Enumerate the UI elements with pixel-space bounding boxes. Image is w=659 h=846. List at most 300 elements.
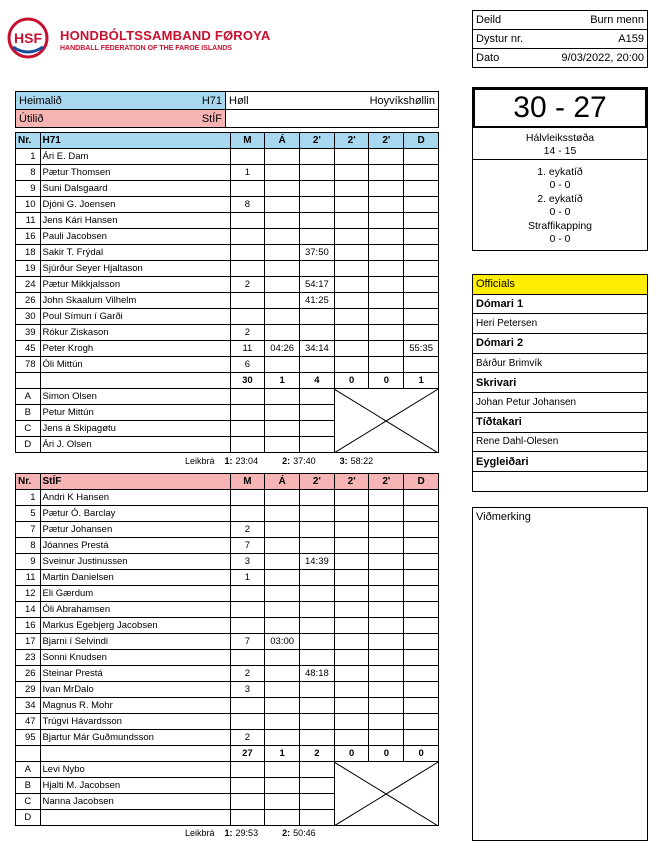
supervisor-name: [473, 471, 648, 491]
official-code: D: [16, 810, 41, 826]
player-number: 11: [16, 213, 41, 229]
total-m: 27: [230, 746, 265, 762]
player-stat-a: [265, 698, 300, 714]
player-stat-t3: [369, 165, 404, 181]
player-row: [16, 357, 439, 373]
player-stat-d: [404, 650, 439, 666]
player-stat-d: [404, 309, 439, 325]
timeout-label: Leikbrá: [185, 828, 215, 838]
col-header: 2': [369, 474, 404, 490]
player-stat-d: [404, 714, 439, 730]
col-header: D: [404, 474, 439, 490]
official-stat: [300, 437, 335, 453]
player-number: 8: [16, 165, 41, 181]
player-name: Pætur Ó. Barclay: [40, 506, 230, 522]
player-name: Peter Krogh: [40, 341, 230, 357]
total-t3: 0: [369, 746, 404, 762]
player-stat-t3: [369, 586, 404, 602]
player-name: Pætur Thomsen: [40, 165, 230, 181]
player-stat-t2: [334, 730, 369, 746]
player-stat-m: 2: [230, 522, 265, 538]
col-header-nr: Nr.: [16, 133, 41, 149]
home-code: H71: [201, 94, 222, 107]
player-row: [16, 293, 439, 309]
player-stat-t3: [369, 522, 404, 538]
player-number: 78: [16, 357, 41, 373]
home-timeouts: [185, 456, 373, 466]
player-stat-t3: [369, 602, 404, 618]
player-name: Sakir T. Frýdal: [40, 245, 230, 261]
player-row: [16, 309, 439, 325]
player-row: [16, 197, 439, 213]
info-label: Deild: [473, 11, 539, 30]
officials-title: Officials: [473, 275, 648, 295]
teams-header: [15, 91, 439, 128]
info-value: Burn menn: [538, 11, 647, 30]
player-stat-t3: [369, 666, 404, 682]
player-row: [16, 213, 439, 229]
away-timeouts: [185, 828, 316, 838]
player-name: Pætur Johansen: [40, 522, 230, 538]
player-row: [16, 341, 439, 357]
info-row-date: [473, 49, 648, 68]
player-name: Rókur Ziskason: [40, 325, 230, 341]
player-stat-t3: [369, 506, 404, 522]
org-subtitle: HANDBALL FEDERATION OF THE FAROE ISLANDS: [60, 45, 233, 52]
player-stat-m: [230, 618, 265, 634]
player-name: Andri K Hansen: [40, 490, 230, 506]
officials-panel: [472, 274, 648, 492]
player-number: 30: [16, 309, 41, 325]
player-stat-m: [230, 149, 265, 165]
player-number: 5: [16, 506, 41, 522]
player-stat-d: [404, 261, 439, 277]
player-stat-m: 2: [230, 730, 265, 746]
official-stat: [230, 437, 265, 453]
player-row: [16, 325, 439, 341]
total-d: 0: [404, 746, 439, 762]
player-stat-a: [265, 229, 300, 245]
player-stat-m: 3: [230, 682, 265, 698]
away-label: Útilið: [19, 112, 44, 125]
totals-blank: [40, 373, 230, 389]
official-name: Hjalti M. Jacobsen: [40, 778, 230, 794]
official-code: B: [16, 778, 41, 794]
totals-blank: [16, 746, 41, 762]
player-stat-t3: [369, 490, 404, 506]
player-stat-m: 1: [230, 165, 265, 181]
official-name: Ári J. Olsen: [40, 437, 230, 453]
player-row: [16, 618, 439, 634]
player-stat-d: [404, 602, 439, 618]
total-a: 1: [265, 373, 300, 389]
player-stat-t2: [334, 213, 369, 229]
player-stat-t1: [300, 650, 335, 666]
player-number: 1: [16, 490, 41, 506]
referee-1-label: Dómari 1: [473, 294, 648, 314]
player-row: [16, 602, 439, 618]
player-number: 10: [16, 197, 41, 213]
player-stat-a: [265, 570, 300, 586]
player-stat-d: [404, 229, 439, 245]
player-stat-t2: [334, 357, 369, 373]
player-stat-t1: 41:25: [300, 293, 335, 309]
player-name: Bjartur Már Guðmundsson: [40, 730, 230, 746]
official-code: D: [16, 437, 41, 453]
player-stat-t1: [300, 197, 335, 213]
player-stat-t1: [300, 730, 335, 746]
player-stat-t1: [300, 618, 335, 634]
player-stat-t1: [300, 602, 335, 618]
player-name: Ári E. Dam: [40, 149, 230, 165]
timeout-time: 50:46: [293, 828, 316, 838]
player-stat-a: [265, 618, 300, 634]
col-header: 2': [300, 133, 335, 149]
player-number: 17: [16, 634, 41, 650]
player-stat-t3: [369, 213, 404, 229]
player-stat-t2: [334, 650, 369, 666]
player-name: Trúgvi Hávardsson: [40, 714, 230, 730]
player-name: Poul Símun í Garði: [40, 309, 230, 325]
player-stat-t1: [300, 682, 335, 698]
crossed-cells-mark: [334, 389, 438, 453]
player-stat-t3: [369, 149, 404, 165]
player-stat-t3: [369, 325, 404, 341]
total-t1: 4: [300, 373, 335, 389]
player-stat-d: [404, 149, 439, 165]
player-row: [16, 490, 439, 506]
player-stat-a: [265, 213, 300, 229]
player-stat-t1: [300, 149, 335, 165]
player-stat-t2: [334, 149, 369, 165]
player-number: 7: [16, 522, 41, 538]
home-label: Heimalið: [19, 94, 62, 107]
extra-time-1-score: 0 - 0: [549, 179, 571, 191]
player-stat-a: [265, 586, 300, 602]
home-team-cell: [16, 92, 226, 110]
player-stat-m: [230, 714, 265, 730]
player-row: [16, 554, 439, 570]
player-number: 16: [16, 618, 41, 634]
player-stat-d: [404, 570, 439, 586]
player-row: [16, 730, 439, 746]
svg-text:HSF: HSF: [14, 30, 42, 46]
player-number: 14: [16, 602, 41, 618]
total-t1: 2: [300, 746, 335, 762]
player-stat-t1: [300, 490, 335, 506]
player-stat-d: [404, 698, 439, 714]
player-stat-d: [404, 682, 439, 698]
official-code: A: [16, 762, 41, 778]
empty-cell: [226, 110, 439, 128]
col-header-team: H71: [40, 133, 230, 149]
official-stat: [300, 389, 335, 405]
official-stat: [300, 778, 335, 794]
penalties-label: Straffikapping: [527, 220, 592, 232]
referee-2-name: Bárður Brimvík: [473, 353, 648, 373]
official-stat: [265, 778, 300, 794]
hall-label: Høll: [226, 92, 283, 110]
player-row: [16, 714, 439, 730]
player-stat-m: 2: [230, 277, 265, 293]
player-number: 47: [16, 714, 41, 730]
official-stat: [265, 421, 300, 437]
timeout-time: 23:04: [235, 456, 259, 466]
player-stat-d: [404, 490, 439, 506]
player-stat-a: 03:00: [265, 634, 300, 650]
org-name: HONDBÓLTSSAMBAND FØROYA: [60, 28, 271, 43]
player-stat-m: [230, 229, 265, 245]
player-stat-m: 7: [230, 634, 265, 650]
player-stat-a: [265, 245, 300, 261]
timeout-time: 29:53: [235, 828, 259, 838]
timeout-number: 2:: [282, 828, 291, 838]
penalties-score: 0 - 0: [549, 233, 571, 245]
player-number: 11: [16, 570, 41, 586]
player-stat-a: [265, 650, 300, 666]
info-label: Dato: [473, 49, 539, 68]
player-stat-a: [265, 666, 300, 682]
total-t2: 0: [334, 746, 369, 762]
player-row: [16, 261, 439, 277]
player-stat-m: [230, 293, 265, 309]
player-row: [16, 181, 439, 197]
player-stat-d: [404, 165, 439, 181]
roster-header-row: [16, 474, 439, 490]
official-name: Nanna Jacobsen: [40, 794, 230, 810]
official-code: B: [16, 405, 41, 421]
hall-name: Hoyvíkshøllin: [282, 92, 438, 110]
official-stat: [230, 762, 265, 778]
col-header-team: StÍF: [40, 474, 230, 490]
official-code: C: [16, 421, 41, 437]
official-stat: [265, 794, 300, 810]
player-stat-t1: [300, 522, 335, 538]
player-name: Sjúrður Seyer Hjaltason: [40, 261, 230, 277]
crossed-cells-mark: [334, 762, 438, 826]
player-stat-t3: [369, 538, 404, 554]
player-stat-t1: [300, 586, 335, 602]
player-stat-t3: [369, 698, 404, 714]
player-stat-d: [404, 197, 439, 213]
col-header: D: [404, 133, 439, 149]
player-stat-t1: [300, 357, 335, 373]
player-stat-m: 2: [230, 666, 265, 682]
player-stat-t1: 37:50: [300, 245, 335, 261]
player-stat-t1: [300, 538, 335, 554]
player-stat-t2: [334, 538, 369, 554]
official-stat: [300, 794, 335, 810]
info-row-match-number: [473, 30, 648, 49]
player-stat-t3: [369, 197, 404, 213]
player-stat-a: [265, 730, 300, 746]
player-stat-t2: [334, 602, 369, 618]
player-stat-d: [404, 213, 439, 229]
official-stat: [230, 794, 265, 810]
player-stat-d: [404, 554, 439, 570]
player-name: Eli Gærdum: [40, 586, 230, 602]
player-stat-t1: [300, 698, 335, 714]
player-stat-d: [404, 618, 439, 634]
official-stat: [230, 810, 265, 826]
official-stat: [230, 389, 265, 405]
player-stat-t3: [369, 634, 404, 650]
player-name: Markus Egebjerg Jacobsen: [40, 618, 230, 634]
player-stat-d: [404, 181, 439, 197]
player-stat-d: [404, 522, 439, 538]
info-value: 9/03/2022, 20:00: [538, 49, 647, 68]
player-name: Pauli Jacobsen: [40, 229, 230, 245]
player-name: Bjarni í Selvindi: [40, 634, 230, 650]
info-value: A159: [538, 30, 647, 49]
player-row: [16, 538, 439, 554]
extra-time-1-label: 1. eykatíð: [537, 166, 583, 178]
supervisor-label: Eygleiðari: [473, 452, 648, 472]
player-stat-t2: [334, 277, 369, 293]
referee-1-name: Heri Petersen: [473, 314, 648, 334]
official-stat: [265, 389, 300, 405]
player-number: 95: [16, 730, 41, 746]
total-a: 1: [265, 746, 300, 762]
player-stat-t2: [334, 506, 369, 522]
player-row: [16, 506, 439, 522]
timeout-label: Leikbrá: [185, 456, 215, 466]
timekeeper-name: Rene Dahl-Olesen: [473, 432, 648, 452]
player-stat-d: [404, 325, 439, 341]
player-stat-a: [265, 165, 300, 181]
timeout-number: 3:: [339, 456, 348, 466]
player-row: [16, 277, 439, 293]
player-stat-t3: [369, 293, 404, 309]
player-stat-m: 8: [230, 197, 265, 213]
player-name: Pætur Mikkjalsson: [40, 277, 230, 293]
player-stat-t1: [300, 181, 335, 197]
player-number: 34: [16, 698, 41, 714]
player-stat-d: [404, 730, 439, 746]
player-row: [16, 698, 439, 714]
player-stat-a: [265, 261, 300, 277]
player-stat-t3: [369, 277, 404, 293]
official-stat: [265, 810, 300, 826]
player-stat-t3: [369, 650, 404, 666]
official-stat: [300, 405, 335, 421]
player-stat-a: [265, 149, 300, 165]
official-name: Jens á Skipagøtu: [40, 421, 230, 437]
scorer-name: Johan Petur Johansen: [473, 393, 648, 413]
timekeeper-label: Tíðtakari: [473, 412, 648, 432]
official-name: Levi Nybo: [40, 762, 230, 778]
player-row: [16, 650, 439, 666]
player-stat-t2: [334, 618, 369, 634]
player-stat-a: [265, 554, 300, 570]
player-stat-t1: [300, 634, 335, 650]
roster-header-row: [16, 133, 439, 149]
final-score: 30 - 27: [473, 88, 647, 128]
official-stat: [265, 437, 300, 453]
col-header: 2': [369, 133, 404, 149]
player-stat-d: [404, 634, 439, 650]
player-number: 8: [16, 538, 41, 554]
player-number: 19: [16, 261, 41, 277]
player-stat-t3: [369, 245, 404, 261]
player-stat-d: [404, 506, 439, 522]
player-stat-a: [265, 293, 300, 309]
player-number: 16: [16, 229, 41, 245]
remarks-box: [472, 507, 648, 841]
timeout-number: 1:: [224, 456, 233, 466]
player-stat-d: [404, 357, 439, 373]
player-stat-t2: [334, 309, 369, 325]
timeout-time: 58:22: [350, 456, 374, 466]
player-stat-m: [230, 245, 265, 261]
player-row: [16, 165, 439, 181]
player-stat-t3: [369, 181, 404, 197]
totals-blank: [16, 373, 41, 389]
player-stat-a: [265, 181, 300, 197]
player-stat-t1: 48:18: [300, 666, 335, 682]
player-row: [16, 570, 439, 586]
player-stat-a: [265, 714, 300, 730]
player-stat-m: [230, 181, 265, 197]
away-code: StÍF: [201, 112, 222, 125]
player-stat-t1: [300, 570, 335, 586]
player-name: Djóni G. Joensen: [40, 197, 230, 213]
player-stat-m: [230, 650, 265, 666]
player-number: 26: [16, 293, 41, 309]
player-name: Suni Dalsgaard: [40, 181, 230, 197]
official-stat: [230, 778, 265, 794]
timeout-time: 37:40: [293, 456, 316, 466]
player-stat-t2: [334, 714, 369, 730]
player-stat-m: 7: [230, 538, 265, 554]
player-stat-m: [230, 506, 265, 522]
official-name: [40, 810, 230, 826]
player-stat-t2: [334, 570, 369, 586]
player-stat-d: [404, 293, 439, 309]
player-stat-d: [404, 538, 439, 554]
player-name: Jens Kári Hansen: [40, 213, 230, 229]
player-stat-t1: [300, 165, 335, 181]
player-stat-t2: [334, 666, 369, 682]
extra-time-2-score: 0 - 0: [549, 206, 571, 218]
remarks-label: Viðmerking: [476, 511, 531, 523]
player-stat-t2: [334, 181, 369, 197]
score-box: [472, 87, 648, 251]
player-stat-t3: [369, 341, 404, 357]
player-name: Ivan MrDalo: [40, 682, 230, 698]
player-stat-t2: [334, 490, 369, 506]
player-stat-t1: 54:17: [300, 277, 335, 293]
player-name: Steinar Prestá: [40, 666, 230, 682]
player-number: 29: [16, 682, 41, 698]
player-number: 39: [16, 325, 41, 341]
player-stat-a: [265, 325, 300, 341]
player-number: 18: [16, 245, 41, 261]
player-stat-t2: [334, 197, 369, 213]
col-header: 2': [334, 474, 369, 490]
official-stat: [300, 421, 335, 437]
col-header: Á: [265, 474, 300, 490]
player-name: Óli Mittún: [40, 357, 230, 373]
player-stat-a: [265, 506, 300, 522]
totals-blank: [40, 746, 230, 762]
timeout-number: 1:: [224, 828, 233, 838]
player-stat-a: [265, 277, 300, 293]
player-stat-a: [265, 309, 300, 325]
player-name: Jóannes Prestá: [40, 538, 230, 554]
player-stat-m: [230, 698, 265, 714]
player-stat-a: [265, 197, 300, 213]
